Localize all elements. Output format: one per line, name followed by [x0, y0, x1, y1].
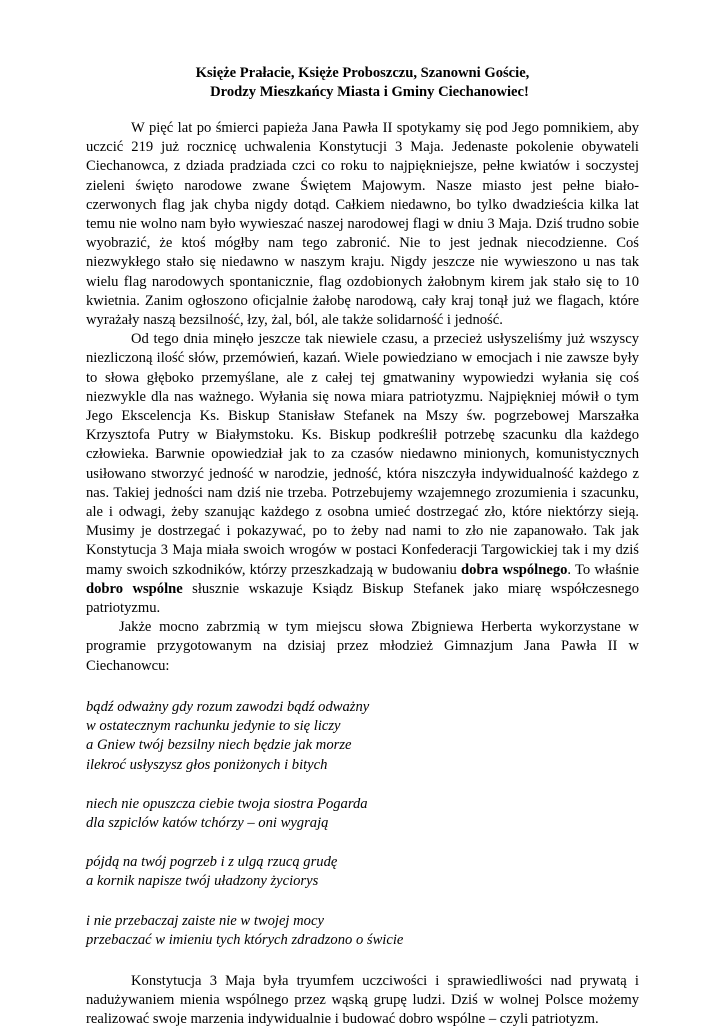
poem-stanza-4	[86, 912, 639, 950]
paragraph-4: Konstytucja 3 Maja była tryumfem uczciwości i sprawiedliwości nad prywatą i nadużywaniem mienia wspólnego przez wąską grupę ludzi. Dziś w wolnej Polsce możemy realizować swoje marzenia indywidualnie i budować dobro wspólne – czyli patriotyzm.	[86, 972, 639, 1028]
poem-stanza-3	[86, 853, 639, 891]
paragraph-2-bold-2: dobro wspólne	[86, 580, 183, 597]
poem-line: ilekroć usłyszysz głos poniżonych i bitych	[86, 756, 328, 773]
paragraph-3: Jakże mocno zabrzmią w tym miejscu słowa Zbigniewa Herberta wykorzystane w programie przygotowanym na dzisiaj przez młodzież Gimnazjum Jana Pawła II w Ciechanowcu:	[86, 619, 639, 674]
poem-stanza-2	[86, 795, 639, 833]
paragraph-2-text-c: słusznie wskazuje Ksiądz Biskup Stefanek jako miarę współczesnego patriotyzmu.	[86, 580, 639, 617]
poem-line: dla szpiclów katów tchórzy – oni wygrają	[86, 814, 329, 831]
heading-line-1: Księże Prałacie, Księże Proboszczu, Szanowni Goście,	[195, 65, 530, 81]
heading-line-2: Drodzy Mieszkańcy Miasta i Gminy Ciechanowiec!	[210, 83, 529, 100]
poem-stanza-1	[86, 698, 639, 775]
poem-line: i nie przebaczaj zaiste nie w twojej mocy	[86, 912, 324, 929]
paragraph-2	[86, 330, 639, 618]
poem-quote	[86, 698, 639, 950]
document-heading	[86, 64, 639, 101]
paragraph-1: W pięć lat po śmierci papieża Jana Pawła II spotykamy się pod Jego pomnikiem, aby uczcić 219 już rocznicę uchwalenia Konstytucji 3 Maja. Jedenaste pokolenie obywateli Ciechanowca, z dziada pradziada czci co roku to najpiękniejsze, pełne kwiatów i soczystej zieleni święto narodowe zwane Świętem Majowym. Nasze miasto jest pełne biało-czerwonych flag jak chyba nigdy dotąd. Całkiem niedawno, bo tylko dwadzieścia kilka lat temu nie wolno nam było wywieszać naszej narodowej flagi w dniu 3 Maja. Dziś trudno sobie wyobrazić, że ktoś mógłby nam tego zabronić. Nie to jest jednak niecodzienne. Coś niezwykłego stało się niedawno w naszym kraju. Nigdy jeszcze nie wywieszono u nas tak wielu flag narodowych spontanicznie, flag ozdobionych żałobnym kirem jak stało się to 10 kwietnia. Zanim ogłoszono oficjalnie żałobę narodową, cały kraj tonął już we flagach, które wyrażały naszą bezsilność, łzy, żal, ból, ale także solidarność i jedność.	[86, 120, 639, 329]
poem-line: a kornik napisze twój uładzony życiorys	[86, 873, 319, 890]
paragraph-2-text-b: . To właśnie	[567, 561, 639, 578]
poem-line: pójdą na twój pogrzeb i z ulgą rzucą grudę	[86, 854, 338, 871]
poem-line: niech nie opuszcza ciebie twoja siostra Pogarda	[86, 795, 368, 812]
poem-line: a Gniew twój bezsilny niech będzie jak morze	[86, 737, 352, 754]
poem-line: w ostatecznym rachunku jedynie to się liczy	[86, 718, 341, 735]
paragraph-2-text-a: Od tego dnia minęło jeszcze tak niewiele czasu, a przecież usłyszeliśmy już wszyscy niezliczoną ilość słów, przemówień, kazań. Wiele powiedziano w emocjach i nie zawsze były to słowa głęboko przemyślane, ale z całej tej gmatwaniny wypowiedzi wyłania się coś niezwykle dla nas ważnego. Wyłania się nowa miara patriotyzmu. Najpiękniej mówił o tym Jego Ekscelencja Ks. Biskup Stanisław Stefanek na Mszy św. pogrzebowej Marszałka Krzysztofa Putry w Białymstoku. Ks. Biskup podkreślił potrzebę szacunku dla każdego człowieka. Barwnie opowiedział jak to za czasów niedawno minionych, komunistycznych usiłowano stworzyć jedność w narodzie, jedność, która niszczyła indywidualność każdego z nas. Takiej jedności nam dziś nie trzeba. Potrzebujemy wzajemnego zrozumienia i szacunku, ale i odwagi, żeby szanując każdego z osobna umieć dostrzegać zło, które niektórzy sieją. Musimy je dostrzegać i pokazywać, po to żeby nad nami to zło nie zapanowało. Tak jak Konstytucja 3 Maja miała swoich wrogów w postaci Konfederacji Targowickiej tak i my dziś mamy swoich szkodników, którzy przeszkadzają w budowaniu	[86, 331, 639, 578]
poem-line: bądź odważny gdy rozum zawodzi bądź odważny	[86, 698, 370, 715]
paragraph-2-bold-1: dobra wspólnego	[461, 561, 568, 578]
document-page	[86, 64, 639, 1030]
poem-line: przebaczać w imieniu tych których zdradzono o świcie	[86, 931, 404, 948]
